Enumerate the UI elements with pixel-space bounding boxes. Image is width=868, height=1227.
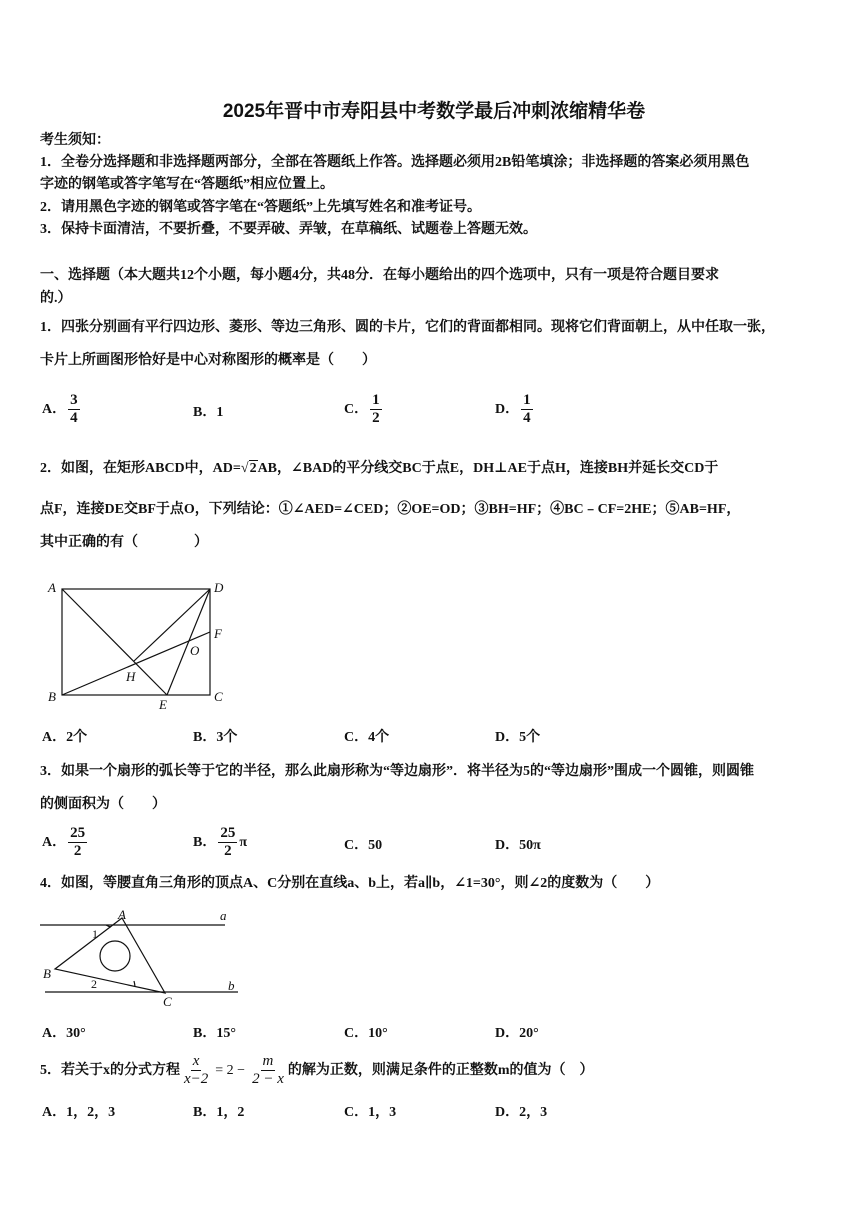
angle-1-label: 1 — [92, 927, 98, 941]
section-heading-cont: 的.） — [40, 291, 72, 306]
q2-option-d[interactable]: D．5个 — [495, 730, 541, 745]
option-label: A． — [42, 401, 67, 417]
q1-option-b[interactable] — [193, 403, 223, 423]
q5-option-b[interactable]: B．1，2 — [193, 1105, 245, 1120]
fraction: $\frac{25}{2}$ — [70, 825, 86, 859]
option-label: A． — [42, 834, 67, 850]
label-A: A — [118, 907, 126, 922]
question-2-cont-2: 其中正确的有（ ） — [40, 535, 208, 550]
label-C: C — [163, 994, 172, 1009]
question-1: 1．四张分别画有平行四边形、菱形、等边三角形、圆的卡片，它们的背面都相同。现将它们背面朝上，从中任取一张， — [40, 320, 775, 335]
label-D: D — [214, 580, 224, 595]
option-label: D． — [495, 401, 520, 417]
notice-item-1-cont: 字迹的钢笔或答字笔写在“答题纸”相应位置上。 — [40, 177, 334, 192]
q2-option-a[interactable]: A．2个 — [42, 730, 88, 745]
fraction: $\frac{1}{4}$ — [523, 392, 531, 426]
label-b: b — [228, 978, 235, 993]
q1-option-a[interactable] — [42, 392, 82, 427]
q4-option-a[interactable]: A．30° — [42, 1026, 86, 1041]
label-H: H — [126, 669, 136, 684]
notice-item-3: 3．保持卡面清洁，不要折叠，不要弄破、弄皱，在草稿纸、试题卷上答题无效。 — [40, 222, 537, 237]
q4-option-c[interactable]: C．10° — [344, 1026, 388, 1041]
notice-item-1: 1．全卷分选择题和非选择题两部分，全部在答题纸上作答。选择题必须用2B铅笔填涂；非选择题的答案必须用黑色 — [40, 155, 750, 170]
label-B: B — [48, 689, 56, 704]
notice-heading: 考生须知： — [40, 133, 110, 148]
label-a: a — [220, 908, 227, 923]
label-C: C — [214, 689, 223, 704]
q3-option-c[interactable]: C．50 — [344, 838, 383, 853]
fraction: $\frac{x}{x-2}$ — [184, 1053, 209, 1087]
q3-option-d[interactable]: D．50π — [495, 838, 541, 853]
q5-option-a[interactable]: A．1，2，3 — [42, 1105, 116, 1120]
question-2-cont: 点F，连接DE交BF于点O，下列结论：①∠AED=∠CED；②OE=OD；③BH=HF；④BC﹣CF=2HE；⑤AB=HF， — [40, 502, 741, 517]
pi-symbol: π — [239, 834, 248, 850]
fraction: $\frac{1}{2}$ — [372, 392, 380, 426]
fraction: $\frac{3}{4}$ — [70, 392, 78, 426]
question-5: 5．若关于x的分式方程 $\frac{x}{x-2}$ = 2 − $\frac{m}{2 - x}$ 的解为正数，则满足条件的正整数m的值为（ ） — [40, 1053, 594, 1087]
notice-item-2: 2．请用黑色字迹的钢笔或答字笔在“答题纸”上先填写姓名和准考证号。 — [40, 200, 481, 215]
label-B: B — [43, 966, 51, 981]
question-3-cont: 的侧面积为（ ） — [40, 797, 166, 812]
fraction: $\frac{m}{2 - x}$ — [252, 1053, 284, 1087]
page-title: 2025年晋中市寿阳县中考数学最后冲刺浓缩精华卷 — [222, 101, 646, 122]
q4-option-b[interactable]: B．15° — [193, 1026, 236, 1041]
q3-option-b[interactable] — [193, 825, 247, 860]
label-O: O — [190, 643, 200, 658]
option-label: C． — [344, 401, 369, 417]
rectangle-figure — [40, 575, 240, 715]
q1-option-c[interactable] — [344, 392, 384, 427]
option-label: B． — [193, 405, 217, 420]
q5-option-d[interactable]: D．2，3 — [495, 1105, 548, 1120]
option-value: 1 — [216, 405, 224, 420]
q2-option-b[interactable]: B．3个 — [193, 730, 238, 745]
q4-option-d[interactable]: D．20° — [495, 1026, 539, 1041]
question-2: 2．如图，在矩形ABCD中，AD=√2AB，∠BAD的平分线交BC于点E，DH⊥AE于点H，连接BH并延长交CD于 — [40, 461, 719, 476]
question-4: 4．如图，等腰直角三角形的顶点A、C分别在直线a、b上，若a∥b，∠1=30°，则∠2的度数为（ ） — [40, 876, 660, 891]
q3-option-a[interactable] — [42, 825, 89, 860]
q1-option-d[interactable] — [495, 392, 535, 427]
label-A: A — [48, 580, 56, 595]
q5-option-c[interactable]: C．1，3 — [344, 1105, 397, 1120]
q2-option-c[interactable]: C．4个 — [344, 730, 390, 745]
label-F: F — [214, 626, 222, 641]
question-1-cont: 卡片上所画图形恰好是中心对称图形的概率是（ ） — [40, 353, 376, 368]
triangle-figure — [40, 905, 250, 1010]
label-E: E — [159, 697, 167, 712]
section-heading: 一、选择题（本大题共12个小题，每小题4分，共48分．在每小题给出的四个选项中，只有一项是符合题目要求 — [40, 268, 719, 283]
fraction: $\frac{25}{2}$ — [220, 825, 236, 859]
option-label: B． — [193, 834, 217, 850]
question-3: 3．如果一个扇形的弧长等于它的半径，那么此扇形称为“等边扇形”．将半径为5的“等边扇形”围成一个圆锥，则圆锥 — [40, 764, 754, 779]
angle-2-label: 2 — [91, 977, 97, 991]
